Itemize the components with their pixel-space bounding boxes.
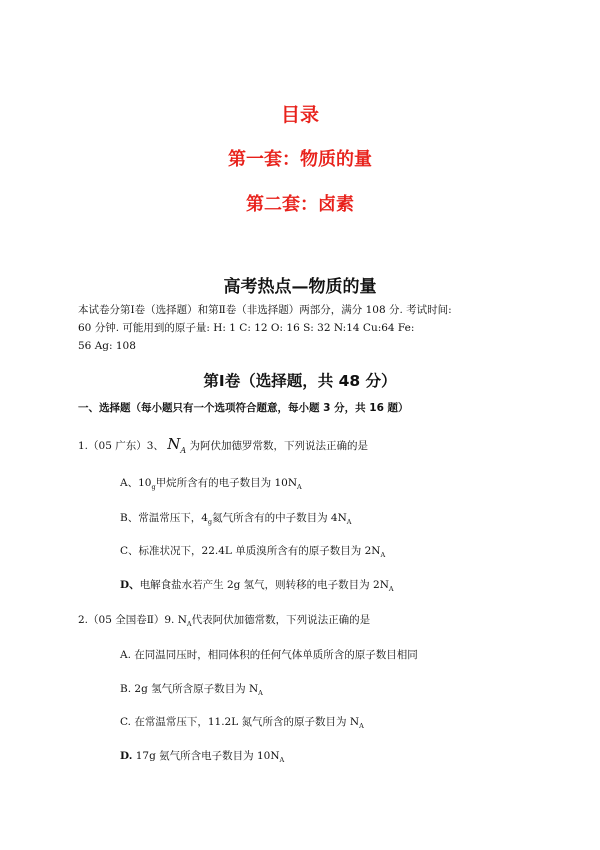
option-subscript: A — [346, 518, 352, 527]
option-c[interactable] — [120, 714, 364, 730]
option-a[interactable] — [120, 647, 418, 662]
option-subscript: A — [297, 483, 302, 492]
option-label: D. — [120, 750, 133, 762]
question-prefix: 2.（05 全国卷Ⅱ）9. N — [78, 614, 187, 626]
option-label: D、 — [120, 579, 140, 591]
exam-intro — [78, 301, 518, 355]
option-a[interactable] — [120, 475, 302, 491]
part-heading: 一、选择题（每小题只有一个选项符合题意，每小题 3 分，共 16 题） — [78, 402, 409, 414]
option-subscript: g — [151, 483, 156, 492]
toc-item-set-two[interactable]: 第二套：卤素 — [246, 194, 354, 215]
avogadro-symbol — [167, 435, 186, 453]
option-text: 常温常压下，4 — [138, 512, 208, 524]
option-label: B、 — [120, 512, 139, 524]
question-1-stem — [78, 435, 368, 455]
option-d[interactable] — [120, 748, 284, 764]
symbol-subscript: A — [180, 446, 187, 455]
question-text: 为阿伏加德罗常数，下列说法正确的是 — [189, 440, 368, 452]
option-text: 在同温同压时，相同体积的任何气体单质所含的原子数目相同 — [130, 649, 418, 661]
option-text: 氦气所含有的中子数目为 4N — [212, 512, 347, 524]
option-d[interactable] — [120, 577, 394, 593]
question-2-stem — [78, 612, 370, 628]
prefix-subscript: A — [186, 620, 192, 629]
option-subscript: g — [207, 518, 213, 527]
option-subscript: A — [388, 585, 394, 594]
option-subscript: A — [258, 689, 263, 698]
intro-line: 本试卷分第Ⅰ卷（选择题）和第Ⅱ卷（非选择题）两部分，满分 108 分. 考试时间: — [78, 304, 452, 316]
option-label: C. — [120, 716, 131, 728]
option-label: A、 — [120, 477, 139, 489]
toc-title: 目录 — [280, 104, 319, 126]
intro-line: 56 Ag: 108 — [78, 340, 136, 352]
question-prefix: 1.（05 广东）3、 — [78, 440, 164, 452]
intro-line: 60 分钟. 可能用到的原子量: H: 1 C: 12 O: 16 S: 32 N:14 Cu:64 Fe: — [78, 322, 415, 334]
document-title: 高考热点—物质的量 — [223, 277, 377, 297]
option-b[interactable] — [120, 681, 263, 697]
option-label: B. — [120, 683, 132, 695]
question-text: 代表阿伏加德常数，下列说法正确的是 — [191, 614, 371, 626]
option-subscript: A — [359, 722, 364, 731]
section-title: 第Ⅰ卷（选择题，共 48 分） — [203, 372, 397, 390]
option-label: C、 — [120, 545, 139, 557]
option-text: 17g 氨气所含电子数目为 10N — [132, 750, 280, 762]
option-text: 在常温常压下，11.2L 氮气所含的原子数目为 N — [131, 716, 360, 728]
symbol-letter: N — [167, 435, 181, 453]
option-b[interactable] — [120, 510, 352, 526]
option-text: 标准状况下，22.4L 单质溴所含有的原子数目为 2N — [138, 545, 381, 557]
option-c[interactable] — [120, 543, 385, 559]
option-subscript: A — [380, 551, 386, 560]
option-text: 甲烷所含有的电子数目为 10N — [155, 477, 298, 489]
toc-item-set-one[interactable]: 第一套：物质的量 — [228, 149, 372, 170]
option-text: 10 — [138, 477, 152, 489]
option-text: 2g 氢气所含原子数目为 N — [131, 683, 259, 695]
option-subscript: A — [279, 756, 285, 765]
option-text: 电解食盐水若产生 2g 氢气，则转移的电子数目为 2N — [139, 579, 389, 591]
option-label: A. — [120, 649, 131, 661]
